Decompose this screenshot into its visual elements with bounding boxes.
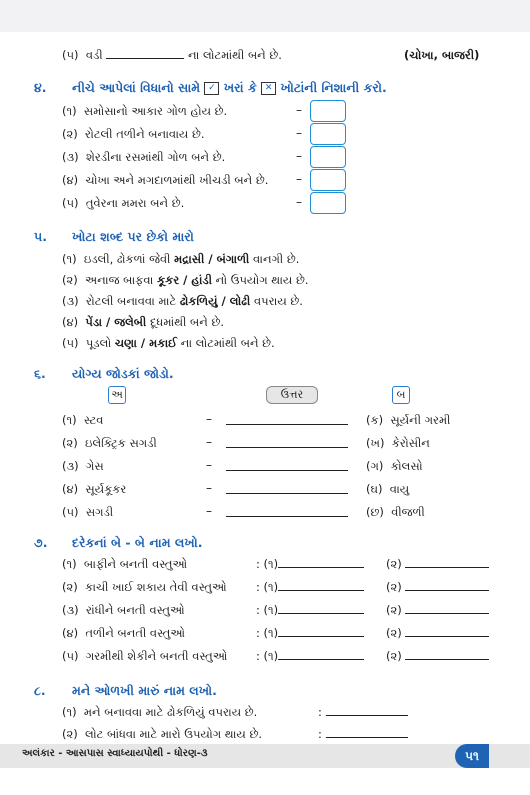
answer-blank[interactable] [278, 636, 364, 637]
answer-2 [386, 557, 489, 572]
item-number: (૫) [62, 48, 79, 62]
section4-heading [34, 80, 387, 96]
item-number: (૪) [62, 626, 79, 640]
statement-item [62, 173, 268, 188]
item-number: (૩) [62, 459, 79, 473]
answer-label: (૨) [386, 649, 402, 663]
answer-blank[interactable] [106, 58, 184, 59]
column-a-text: ઇલેક્ટ્રિક સગડી [85, 436, 157, 450]
dash: – [206, 412, 212, 426]
item-letter: (છ) [366, 505, 384, 519]
item-number: (૩) [62, 150, 79, 164]
section-title-c: ખોટાંની નિશાની કરો. [280, 80, 387, 95]
item-text-post: દૂધમાંથી બને છે. [149, 315, 225, 329]
answer-1 [256, 626, 364, 641]
item-text: લોટ બાંધવા માટે મારો ઉપયોગ થાય છે. [85, 727, 263, 741]
cross-icon: ✕ [261, 82, 276, 95]
match-row [62, 413, 103, 428]
column-a-text: ગેસ [85, 459, 104, 473]
answer-label: (૨) [386, 626, 402, 640]
item-text-pre: પૂડલો [85, 336, 112, 350]
statement-item [62, 150, 225, 165]
item-text: મને બનાવવા માટે ઢોકળિયું વપરાય છે. [83, 705, 258, 719]
column-b-text: વાયુ [389, 482, 410, 496]
strike-item [62, 294, 303, 309]
choice-words[interactable]: પેંડા / જલેબી [85, 315, 147, 329]
item-text-post: નો ઉપયોગ થાય છે. [215, 273, 309, 287]
name-item [62, 557, 187, 572]
answer-blank[interactable] [326, 737, 408, 738]
item-number: (૫) [62, 336, 79, 350]
item-text-post: ના લોટમાંથી બને છે. [180, 336, 275, 350]
answer-blank[interactable] [278, 659, 364, 660]
section6-heading [34, 366, 174, 382]
section8-heading [34, 683, 217, 699]
item-text-pre: રોટલી બનાવવા માટે [85, 294, 177, 308]
item-text: ગરમીથી શેકીને બનતી વસ્તુઓ [85, 649, 228, 663]
choice-words[interactable]: કૂકર / હાંડી [157, 273, 212, 287]
statement-text: ચોખા અને મગદાળમાંથી ખીચડી બને છે. [85, 173, 269, 187]
column-a-text: સ્ટવ [83, 413, 104, 427]
answer-label: : (૧) [256, 649, 279, 663]
match-row [62, 482, 126, 497]
answer-blank[interactable] [226, 447, 348, 448]
answer-label: (૨) [386, 580, 402, 594]
fill-blank-item [62, 48, 282, 63]
answer-label: : (૧) [256, 603, 279, 617]
dash: – [296, 195, 302, 209]
answer-blank[interactable] [278, 613, 364, 614]
item-number: (૨) [62, 273, 78, 287]
answer-1 [256, 649, 364, 664]
item-letter: (ખ) [366, 436, 385, 450]
item-number: (૨) [62, 436, 78, 450]
answer-1 [256, 557, 364, 572]
item-number: (૩) [62, 603, 79, 617]
footer-title: અલંકાર - આસપાસ સ્વાધ્યાયપોથી - ધોરણ-૩ [22, 748, 208, 759]
colon: : [318, 727, 322, 741]
item-number: (૧) [62, 252, 77, 266]
item-number: (૪) [62, 482, 79, 496]
column-b-item [366, 505, 425, 520]
section-number: ૭. [34, 535, 48, 550]
statement-text: તુવેરના મમરા બને છે. [85, 196, 185, 210]
section-number: ૫. [34, 229, 47, 244]
item-text: તળીને બનતી વસ્તુઓ [85, 626, 186, 640]
answer-box[interactable] [310, 146, 346, 168]
item-number: (૧) [62, 705, 77, 719]
item-number: (૫) [62, 649, 79, 663]
item-number: (૧) [62, 413, 77, 427]
section-title-a: નીચે આપેલાં વિધાનો સામે [72, 80, 201, 95]
column-b-text: વીજળી [391, 505, 425, 519]
colon: : [318, 705, 322, 719]
answer-blank[interactable] [405, 590, 489, 591]
section-number: ૮. [34, 683, 46, 698]
column-a-header: અ [108, 386, 126, 404]
page-number: ૫૧ [455, 744, 489, 768]
answer-blank[interactable] [326, 715, 408, 716]
answer-label: : (૧) [256, 626, 279, 640]
match-row [62, 459, 104, 474]
column-a-text: સગડી [85, 505, 114, 519]
dash: – [296, 149, 302, 163]
answer-blank[interactable] [405, 659, 489, 660]
item-text-post: વાનગી છે. [252, 252, 300, 266]
column-b-header: બ [392, 386, 410, 404]
choice-words[interactable]: ચણા / મકાઈ [114, 336, 178, 350]
answer-blank[interactable] [405, 636, 489, 637]
choice-words[interactable]: મદ્રાસી / બંગાળી [174, 252, 250, 266]
riddle-item [62, 727, 262, 742]
item-number: (૨) [62, 580, 78, 594]
item-number: (૫) [62, 196, 79, 210]
match-row [62, 505, 113, 520]
item-text-post: ના લોટમાંથી બને છે. [187, 48, 282, 62]
strike-item [62, 252, 299, 267]
column-b-item [366, 459, 423, 474]
column-b-item [366, 436, 430, 451]
dash: – [206, 481, 212, 495]
answer-2 [386, 580, 489, 595]
answer-box[interactable] [310, 123, 346, 145]
top-band [0, 0, 530, 32]
match-row [62, 436, 157, 451]
answer-label: (૨) [386, 557, 402, 571]
dash: – [296, 103, 302, 117]
column-b-text: કોલસો [390, 459, 423, 473]
column-b-item [366, 413, 450, 428]
answer-blank[interactable] [226, 424, 348, 425]
item-number: (૩) [62, 294, 79, 308]
answer-1 [256, 580, 364, 595]
answer-blank[interactable] [278, 567, 364, 568]
section-title: મને ઓળખી મારું નામ લખો. [72, 683, 217, 698]
strike-item [62, 315, 224, 330]
answer-box[interactable] [310, 100, 346, 122]
statement-item [62, 104, 227, 119]
item-text-pre: વડી [85, 48, 103, 62]
column-a-text: સૂર્યકૂકર [85, 482, 127, 496]
dash: – [296, 126, 302, 140]
item-letter: (ક) [366, 413, 384, 427]
item-text-post: વપરાય છે. [253, 294, 303, 308]
item-number: (૨) [62, 127, 78, 141]
column-b-item [366, 482, 409, 497]
hint-options: (ચોખા, બાજરી) [404, 48, 480, 62]
statement-item [62, 196, 184, 211]
answer-2 [386, 626, 489, 641]
answer-blank[interactable] [278, 590, 364, 591]
item-number: (૪) [62, 173, 79, 187]
tick-icon: ✓ [204, 82, 219, 95]
answer-2 [386, 649, 489, 664]
section-title: દરેકનાં બે - બે નામ લખો. [72, 535, 203, 550]
item-text-pre: ઇડલી, ઢોકળાં જેવી [83, 252, 171, 266]
answer-label: (૨) [386, 603, 402, 617]
item-text: બાફીને બનતી વસ્તુઓ [83, 557, 188, 571]
section-title: ખોટા શબ્દ પર છેકો મારો [72, 229, 194, 244]
item-text: રાંધીને બનતી વસ્તુઓ [85, 603, 185, 617]
dash: – [296, 172, 302, 186]
name-item [62, 626, 185, 641]
item-letter: (ઘ) [366, 482, 383, 496]
section-number: ૬. [34, 366, 46, 381]
section-number: ૪. [34, 80, 47, 95]
answer-blank[interactable] [226, 493, 348, 494]
dash: – [206, 435, 212, 449]
riddle-answer [318, 705, 408, 719]
answer-blank[interactable] [226, 470, 348, 471]
statement-text: સમોસાનો આકાર ગોળ હોય છે. [83, 104, 228, 118]
strike-item [62, 273, 309, 288]
column-b-text: કેરોસીન [391, 436, 430, 450]
item-text: કાચી ખાઈ શકાય તેવી વસ્તુઓ [85, 580, 227, 594]
answer-box[interactable] [310, 192, 346, 214]
answer-label: : (૧) [256, 557, 279, 571]
statement-text: રોટલી તળીને બનાવાય છે. [85, 127, 205, 141]
dash: – [206, 458, 212, 472]
riddle-answer [318, 727, 408, 741]
answer-1 [256, 603, 364, 618]
name-item [62, 580, 227, 595]
answer-label: : (૧) [256, 580, 279, 594]
answer-column-header: ઉત્તર [266, 386, 318, 404]
answer-blank[interactable] [226, 516, 348, 517]
item-number: (૫) [62, 505, 79, 519]
strike-item [62, 336, 275, 351]
section-title-b: ખરાં કે [223, 80, 257, 95]
choice-words[interactable]: ઢોકળિયું / લોઢી [179, 294, 251, 308]
answer-box[interactable] [310, 169, 346, 191]
item-number: (૨) [62, 727, 78, 741]
answer-blank[interactable] [405, 567, 489, 568]
item-text-pre: અનાજ બાફવા [85, 273, 154, 287]
item-number: (૧) [62, 557, 77, 571]
dash: – [206, 504, 212, 518]
column-b-text: સૂર્યની ગરમી [390, 413, 451, 427]
riddle-item [62, 705, 257, 720]
item-number: (૧) [62, 104, 77, 118]
item-letter: (ગ) [366, 459, 384, 473]
statement-text: શેરડીના રસમાંથી ગોળ બને છે. [85, 150, 226, 164]
section5-heading [34, 229, 194, 245]
section7-heading [34, 535, 202, 551]
section-title: યોગ્ય જોડકાં જોડો. [72, 366, 174, 381]
item-number: (૪) [62, 315, 79, 329]
answer-2 [386, 603, 489, 618]
name-item [62, 649, 227, 664]
name-item [62, 603, 185, 618]
answer-blank[interactable] [405, 613, 489, 614]
statement-item [62, 127, 205, 142]
